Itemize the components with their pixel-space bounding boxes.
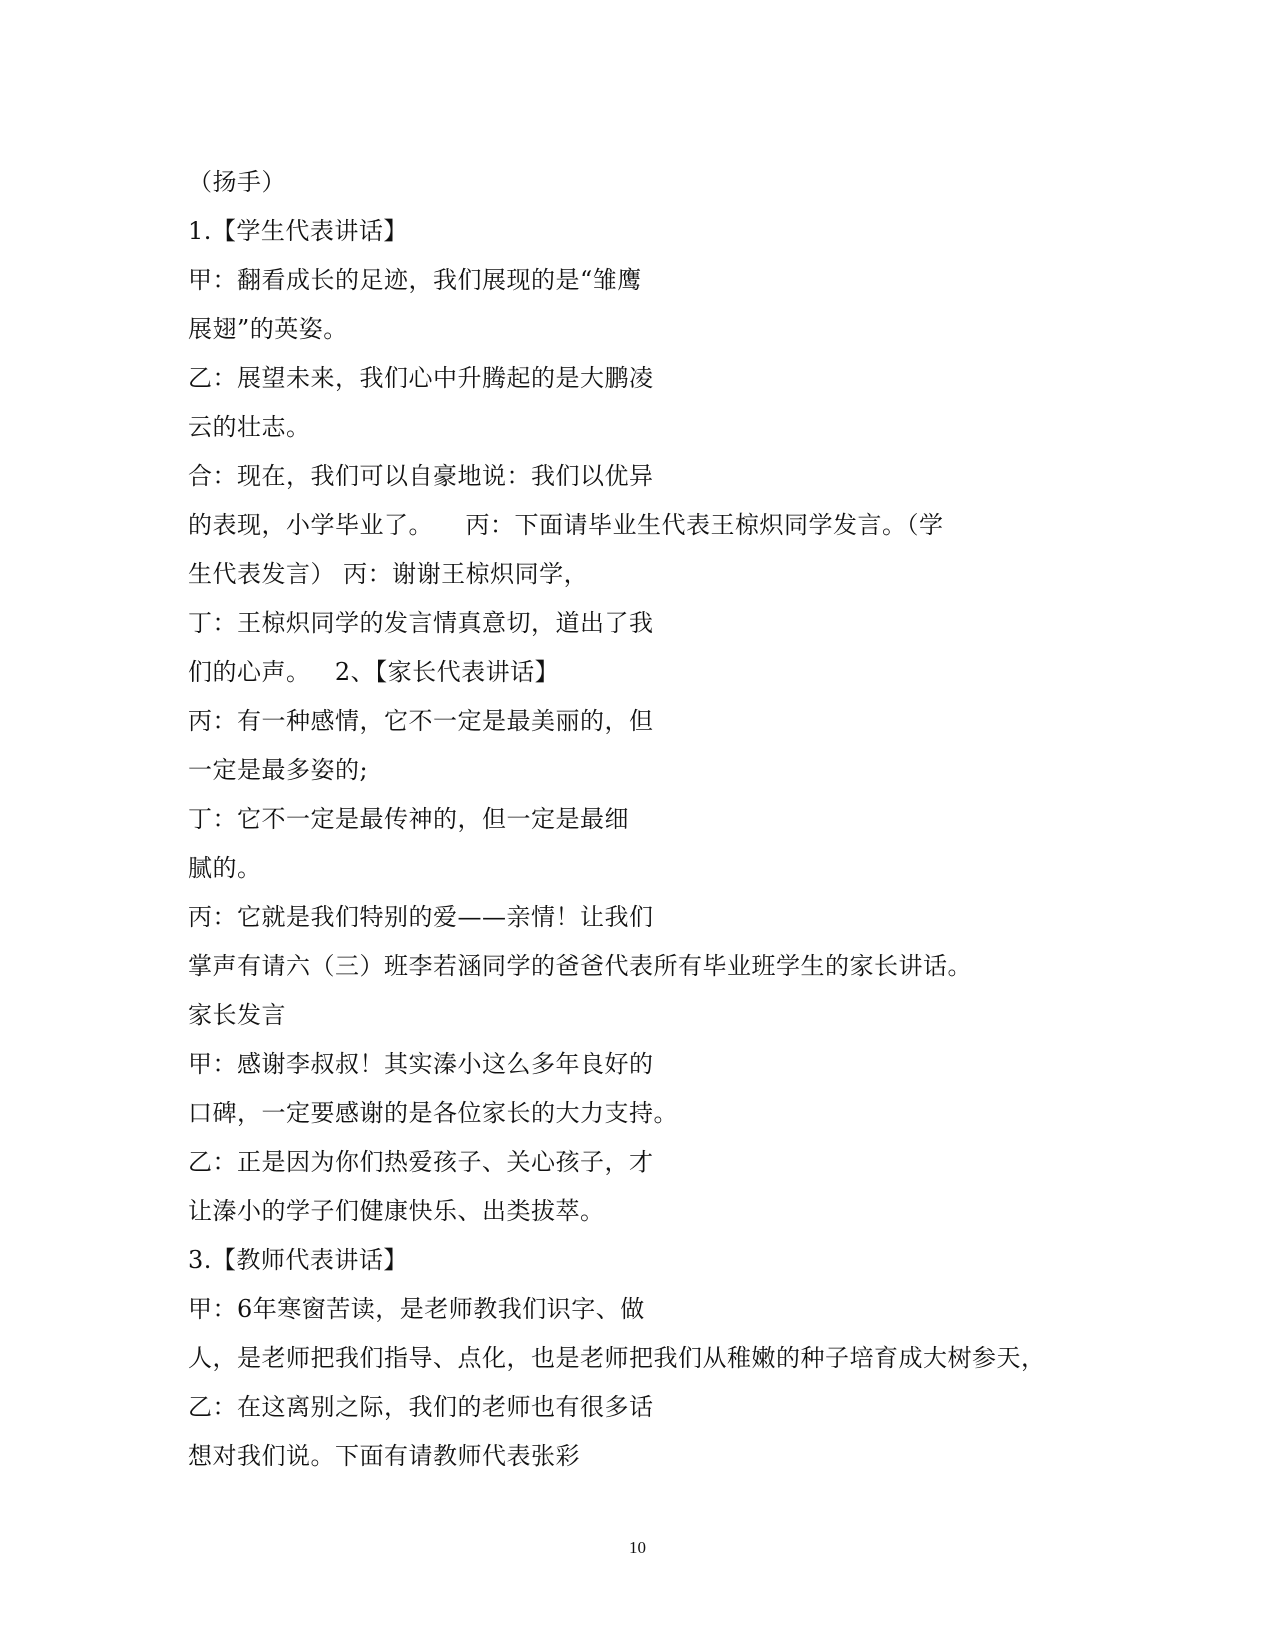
text-line: 丙：它就是我们特别的爱——亲情！让我们 (188, 903, 654, 931)
text-line: 丁：王椋炽同学的发言情真意切，道出了我 (188, 609, 654, 637)
text-line: 生代表发言） 丙：谢谢王椋炽同学， (188, 560, 589, 588)
text-line: 乙：展望未来，我们心中升腾起的是大鹏凌 (188, 364, 654, 392)
text-line: 甲：翻看成长的足迹，我们展现的是“雏鹰 (188, 266, 642, 294)
text-line: 们的心声。 2、【家长代表讲话】 (188, 658, 560, 686)
page-number: 10 (629, 1538, 646, 1557)
document-body (188, 158, 1088, 1481)
text-line: 的表现，小学毕业了。 丙：下面请毕业生代表王椋炽同学发言。（学 (188, 511, 944, 539)
text-line: 口碑，一定要感谢的是各位家长的大力支持。 (188, 1099, 678, 1127)
text-line: 丙：有一种感情，它不一定是最美丽的，但 (188, 707, 654, 735)
text-line: （扬手） (188, 168, 286, 196)
text-line: 腻的。 (188, 854, 262, 882)
text-line: 人，是老师把我们指导、点化，也是老师把我们从稚嫩的种子培育成大树参天， (188, 1344, 1046, 1372)
section-heading-student-speech: 1.【学生代表讲话】 (188, 217, 408, 245)
text-line: 让溱小的学子们健康快乐、出类拔萃。 (188, 1197, 605, 1225)
text-line: 甲：6年寒窗苦读，是老师教我们识字、做 (188, 1295, 645, 1323)
text-line: 云的壮志。 (188, 413, 311, 441)
text-line: 甲：感谢李叔叔！其实溱小这么多年良好的 (188, 1050, 654, 1078)
text-line: 想对我们说。下面有请教师代表张彩 (188, 1442, 580, 1470)
text-line: 乙：在这离别之际，我们的老师也有很多话 (188, 1393, 654, 1421)
text-line: 乙：正是因为你们热爱孩子、关心孩子，才 (188, 1148, 654, 1176)
section-heading-teacher-speech: 3.【教师代表讲话】 (188, 1246, 408, 1274)
text-line: 展翅”的英姿。 (188, 315, 348, 343)
text-line: 掌声有请六（三）班李若涵同学的爸爸代表所有毕业班学生的家长讲话。 (188, 952, 972, 980)
text-line: 合：现在，我们可以自豪地说：我们以优异 (188, 462, 654, 490)
text-line: 丁：它不一定是最传神的，但一定是最细 (188, 805, 629, 833)
text-line: 一定是最多姿的; (188, 756, 369, 784)
text-line: 家长发言 (188, 1001, 286, 1029)
